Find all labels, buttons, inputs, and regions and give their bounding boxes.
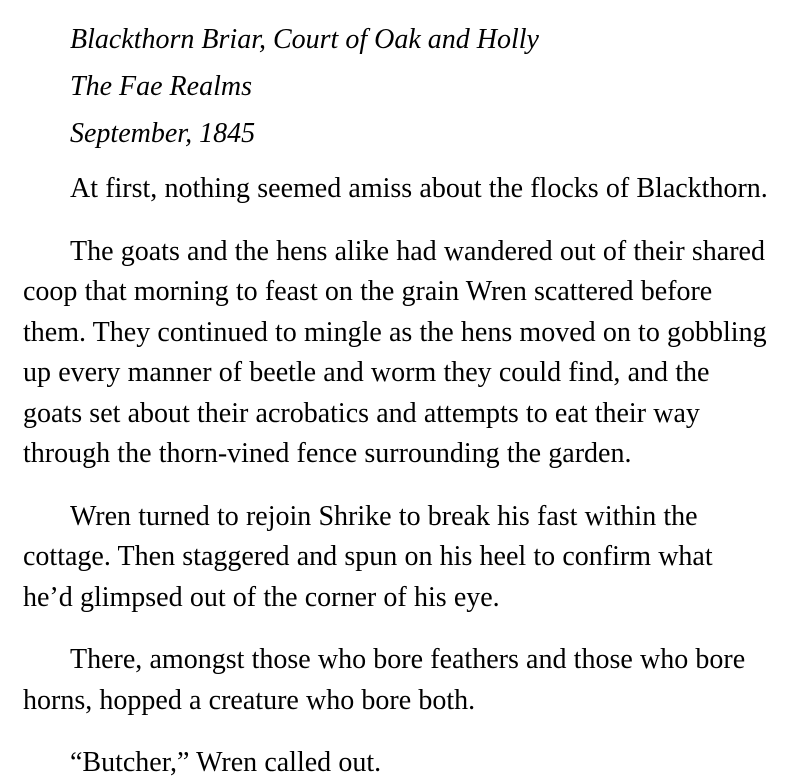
body-paragraph-2: The goats and the hens alike had wandered out of their shared coop that morning to feast on the grain Wren scattered before them. They continued to mingle as the hens moved on to gobbling up every manner of beetle and worm they could find, and the goats set about their acrobatics and attempts to eat their way through the thorn-vined fence surrounding the garden. [23,235,767,469]
body-paragraph-3: Wren turned to rejoin Shrike to break his fast within the cottage. Then staggered and spun on his heel to confirm what he’d glimpsed out of the corner of his eye. [23,500,713,613]
body-paragraph-4: There, amongst those who bore feathers and those who bore horns, hopped a creature who bore both. [23,644,746,716]
heading-line-date: September, 1845 [70,118,256,149]
body-paragraph-5: “Butcher,” Wren called out. [70,747,382,778]
document-content [23,0,768,784]
heading-line-location: Blackthorn Briar, Court of Oak and Holly [70,24,539,55]
document-body-block [23,157,768,784]
body-paragraph-1: At first, nothing seemed amiss about the flocks of Blackthorn. [70,173,768,204]
heading-line-realm: The Fae Realms [70,71,252,102]
document-heading-block [23,0,768,157]
